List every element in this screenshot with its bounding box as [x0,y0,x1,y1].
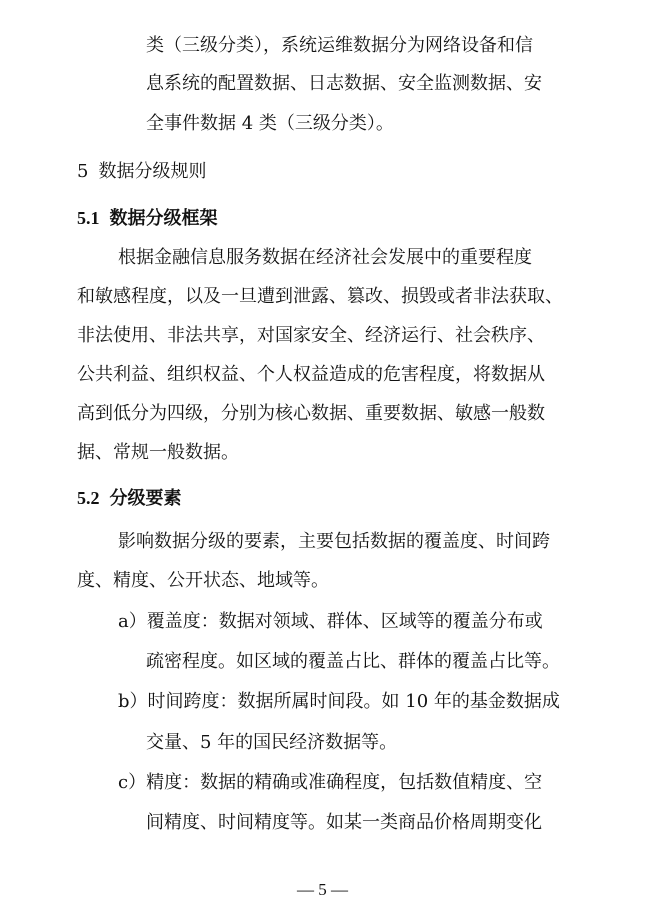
subsection-number: 5.2 [77,488,100,508]
section-title: 数据分级规则 [98,161,207,182]
line-text: 高到低分为四级，分别为核心数据、重要数据、敏感一般数 [77,403,545,424]
list-item-text: a）覆盖度：数据对领域、群体、区域等的覆盖分布或 [118,611,543,632]
section-number: 5 [77,161,89,182]
line-text: 度、精度、公开状态、地域等。 [77,570,329,591]
line-text: 息系统的配置数据、日志数据、安全监测数据、安 [146,73,542,94]
line-text: 影响数据分级的要素，主要包括数据的覆盖度、时间跨 [118,531,550,552]
subsection-number: 5.1 [77,208,100,228]
subsection-title: 分级要素 [109,488,182,509]
list-item-text: 疏密程度。如区域的覆盖占比、群体的覆盖占比等。 [146,651,560,672]
line-text: 根据金融信息服务数据在经济社会发展中的重要程度 [118,247,532,268]
subsection-title: 数据分级框架 [109,208,218,229]
list-item-text: b）时间跨度：数据所属时间段。如 10 年的基金数据成 [118,691,560,712]
line-text: 公共利益、组织权益、个人权益造成的危害程度，将数据从 [77,364,545,385]
page-number: — 5 — [297,880,348,899]
line-text: 非法使用、非法共享，对国家安全、经济运行、社会秩序、 [77,325,545,346]
line-text: 和敏感程度，以及一旦遭到泄露、篡改、损毁或者非法获取、 [77,286,563,307]
line-text: 据、常规一般数据。 [77,442,239,463]
list-item-text: c）精度：数据的精确或准确程度，包括数值精度、空 [118,772,543,793]
line-text: 全事件数据 4 类（三级分类）。 [146,113,394,134]
list-item-text: 间精度、时间精度等。如某一类商品价格周期变化 [146,812,542,833]
line-text: 类（三级分类），系统运维数据分为网络设备和信 [146,35,533,56]
list-item-text: 交量、5 年的国民经济数据等。 [146,732,398,753]
